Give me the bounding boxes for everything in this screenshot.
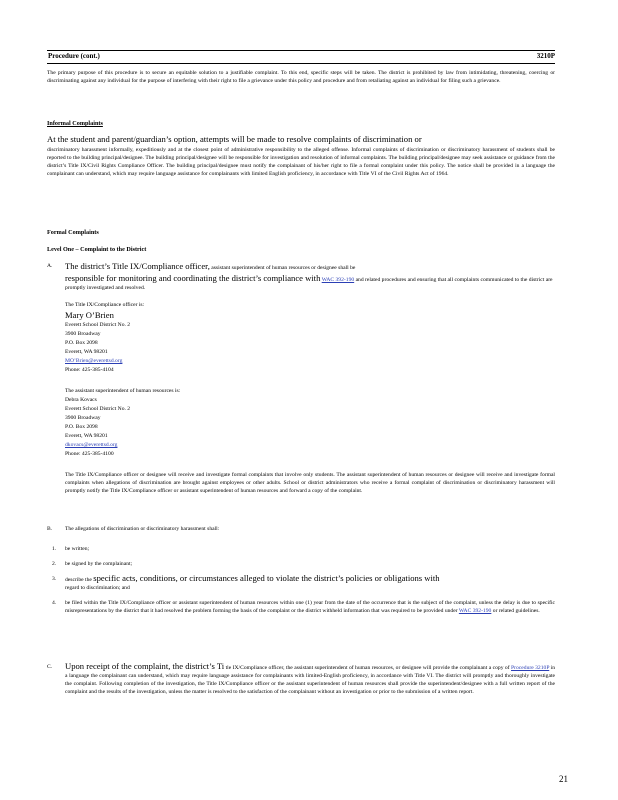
informal-lead: At the student and parent/guardian’s option, attempts will be made to resolve complaints of discrimination or: [47, 134, 422, 144]
officer-intro: The Title IX/Compliance officer is:: [65, 302, 145, 308]
asst-line-5: Everett, WA 98201: [65, 433, 108, 439]
officer-phone: Phone: 425-385-4104: [65, 367, 114, 373]
purpose-paragraph: The primary purpose of this procedure is to secure an equitable solution to a justifiable complaint. To this end, specific steps will be taken. The district is prohibited by law from intimidating, threatening, coercing or discriminating against any individual for the purpose of interfering with their right to file a grievance under this policy and procedure and from retaliating against an individual for filing such a grievance.: [47, 70, 555, 84]
asst-intro: The assistant superintendent of human resources is:: [65, 388, 181, 394]
item-b-3-line2: regard to discrimination; and: [65, 584, 130, 591]
asst-line-4: P.O. Box 2098: [65, 424, 98, 430]
item-c-body-a: resources, or designee will provide the complainant a copy of: [371, 665, 510, 671]
item-b-4-text: [65, 600, 555, 616]
item-b-4-num: 4.: [52, 600, 57, 606]
page-number: 21: [559, 774, 568, 784]
officer-line-3: P.O. Box 2098: [65, 340, 98, 346]
item-a-lead2-small: and related procedures and ensuring that all complaints communicated to the district are promptly investigated and resolved.: [65, 276, 553, 291]
item-b-3-num: 3.: [52, 576, 57, 582]
officer-line-4: Everett, WA 98201: [65, 349, 108, 355]
item-b-4-tail: or related guidelines.: [492, 607, 540, 614]
item-b-2-num: 2.: [52, 561, 57, 567]
officer-email-link[interactable]: MO’Brien@everettsd.org: [65, 358, 123, 364]
item-b-4-wac-link[interactable]: WAC 392-190: [458, 607, 492, 614]
item-c-label: C.: [47, 664, 53, 670]
officer-line-1: Everett School District No. 2: [65, 322, 131, 328]
item-b-4-body: be filed within the Title IX/Compliance officer or assistant superintendent of human resources within one (1) year from the date of the occurrence that is the subject of the complaint, unless the delay is due to specific misrepresentations by the district that it had resolved the problem forming the basis of the complaint or the district withheld information that was required to be provided under: [65, 600, 555, 614]
item-a-lead: [65, 261, 555, 293]
informal-body: discriminatory harassment informally, expeditiously and at the closest point of administrative responsibility to the alleged offense. Informal complaints of discrimination or discriminatory harassment of students shall be reported to the building principal/designee. The building principal/designee will be responsible for investigation and resolution of informal complaints. The building principal/designee may seek assistance or guidance from the district’s Title IX/Civil Rights Compliance Officer. The building principal/designee must notify the complainant of his/her right to file a formal complaint under this policy. The notice shall be provided in a language the complainant can understand, which may require language assistance for complainants with limited English proficiency, in accordance with Title VI of the Civil Rights Act of 1964.: [47, 147, 555, 177]
item-a-closing: The Title IX/Compliance officer or designee will receive and investigate formal complaints that involve only students. The assistant superintendent of human resources or designee will receive and investigate formal complaints when allegations of discrimination are brought against employees or other adults. School or district administrators who receive a formal complaint of discrimination or discriminatory harassment will promptly notify the Title IX/Compliance officer or assistant superintendent of human resources and forward a copy of the complaint.: [65, 472, 555, 494]
item-a-lead-big: The district’s Title IX/Compliance officer,: [65, 261, 210, 271]
informal-heading: Informal Complaints: [47, 120, 103, 127]
item-b-3-small: describe the: [65, 577, 92, 583]
item-a-lead2-big: responsible for monitoring and coordinating the district’s compliance with: [65, 272, 321, 283]
item-a-label: A.: [47, 263, 53, 269]
wac-link[interactable]: WAC 392-190: [321, 276, 355, 283]
item-b-lead: The allegations of discrimination or discriminatory harassment shall:: [65, 526, 220, 532]
asst-line-1: Debra Kovacs: [65, 397, 97, 403]
item-b-1-num: 1.: [52, 546, 57, 552]
item-c-text: [65, 661, 555, 697]
item-b-1-text: be written;: [65, 546, 90, 552]
procedure-link[interactable]: Procedure 3210P: [511, 665, 550, 671]
item-a-lead-small: assistant superintendent of human resources or designee shall be: [211, 265, 356, 271]
procedure-header: [47, 50, 555, 64]
formal-heading: Formal Complaints: [47, 229, 99, 236]
officer-name: Mary O’Brien: [65, 310, 114, 320]
item-b-2-text: be signed by the complainant;: [65, 561, 133, 567]
item-c-lead-big: Upon receipt of the complaint, the district’s Ti: [65, 661, 225, 671]
header-title: Procedure (cont.): [48, 52, 100, 60]
officer-line-2: 3900 Broadway: [65, 331, 101, 337]
asst-line-3: 3900 Broadway: [65, 415, 101, 421]
item-c-lead-small: tle IX/Compliance officer, the assistant superintendent of human: [225, 665, 371, 671]
header-code: 3210P: [536, 52, 555, 60]
asst-email-link[interactable]: dkovacs@everettsd.org: [65, 442, 118, 448]
asst-phone: Phone: 425-385-4100: [65, 451, 114, 457]
item-c-body-b: in a language the complainant can understand, which may require language assistance for complainants with limited-English proficiency, in accordance with Title VI. The district will promptly and thoroughly investigate the complaint. Following completion of the investigation, the Title IX/Compliance officer or the assistant superintendent of human resources shall provide the superintendent/designee with a full written report of the complaint and the results of the investigation, unless the matter is resolved to the satisfaction of the complainant without an investigation or prior to the submission of a written report.: [65, 665, 556, 695]
asst-line-2: Everett School District No. 2: [65, 406, 131, 412]
item-b-label: B.: [47, 526, 53, 532]
item-b-3-big: specific acts, conditions, or circumstances alleged to violate the district’s policies or obligations with: [93, 573, 440, 583]
item-b-3-text: [65, 573, 555, 593]
level-one-heading: Level One – Complaint to the District: [47, 246, 147, 253]
